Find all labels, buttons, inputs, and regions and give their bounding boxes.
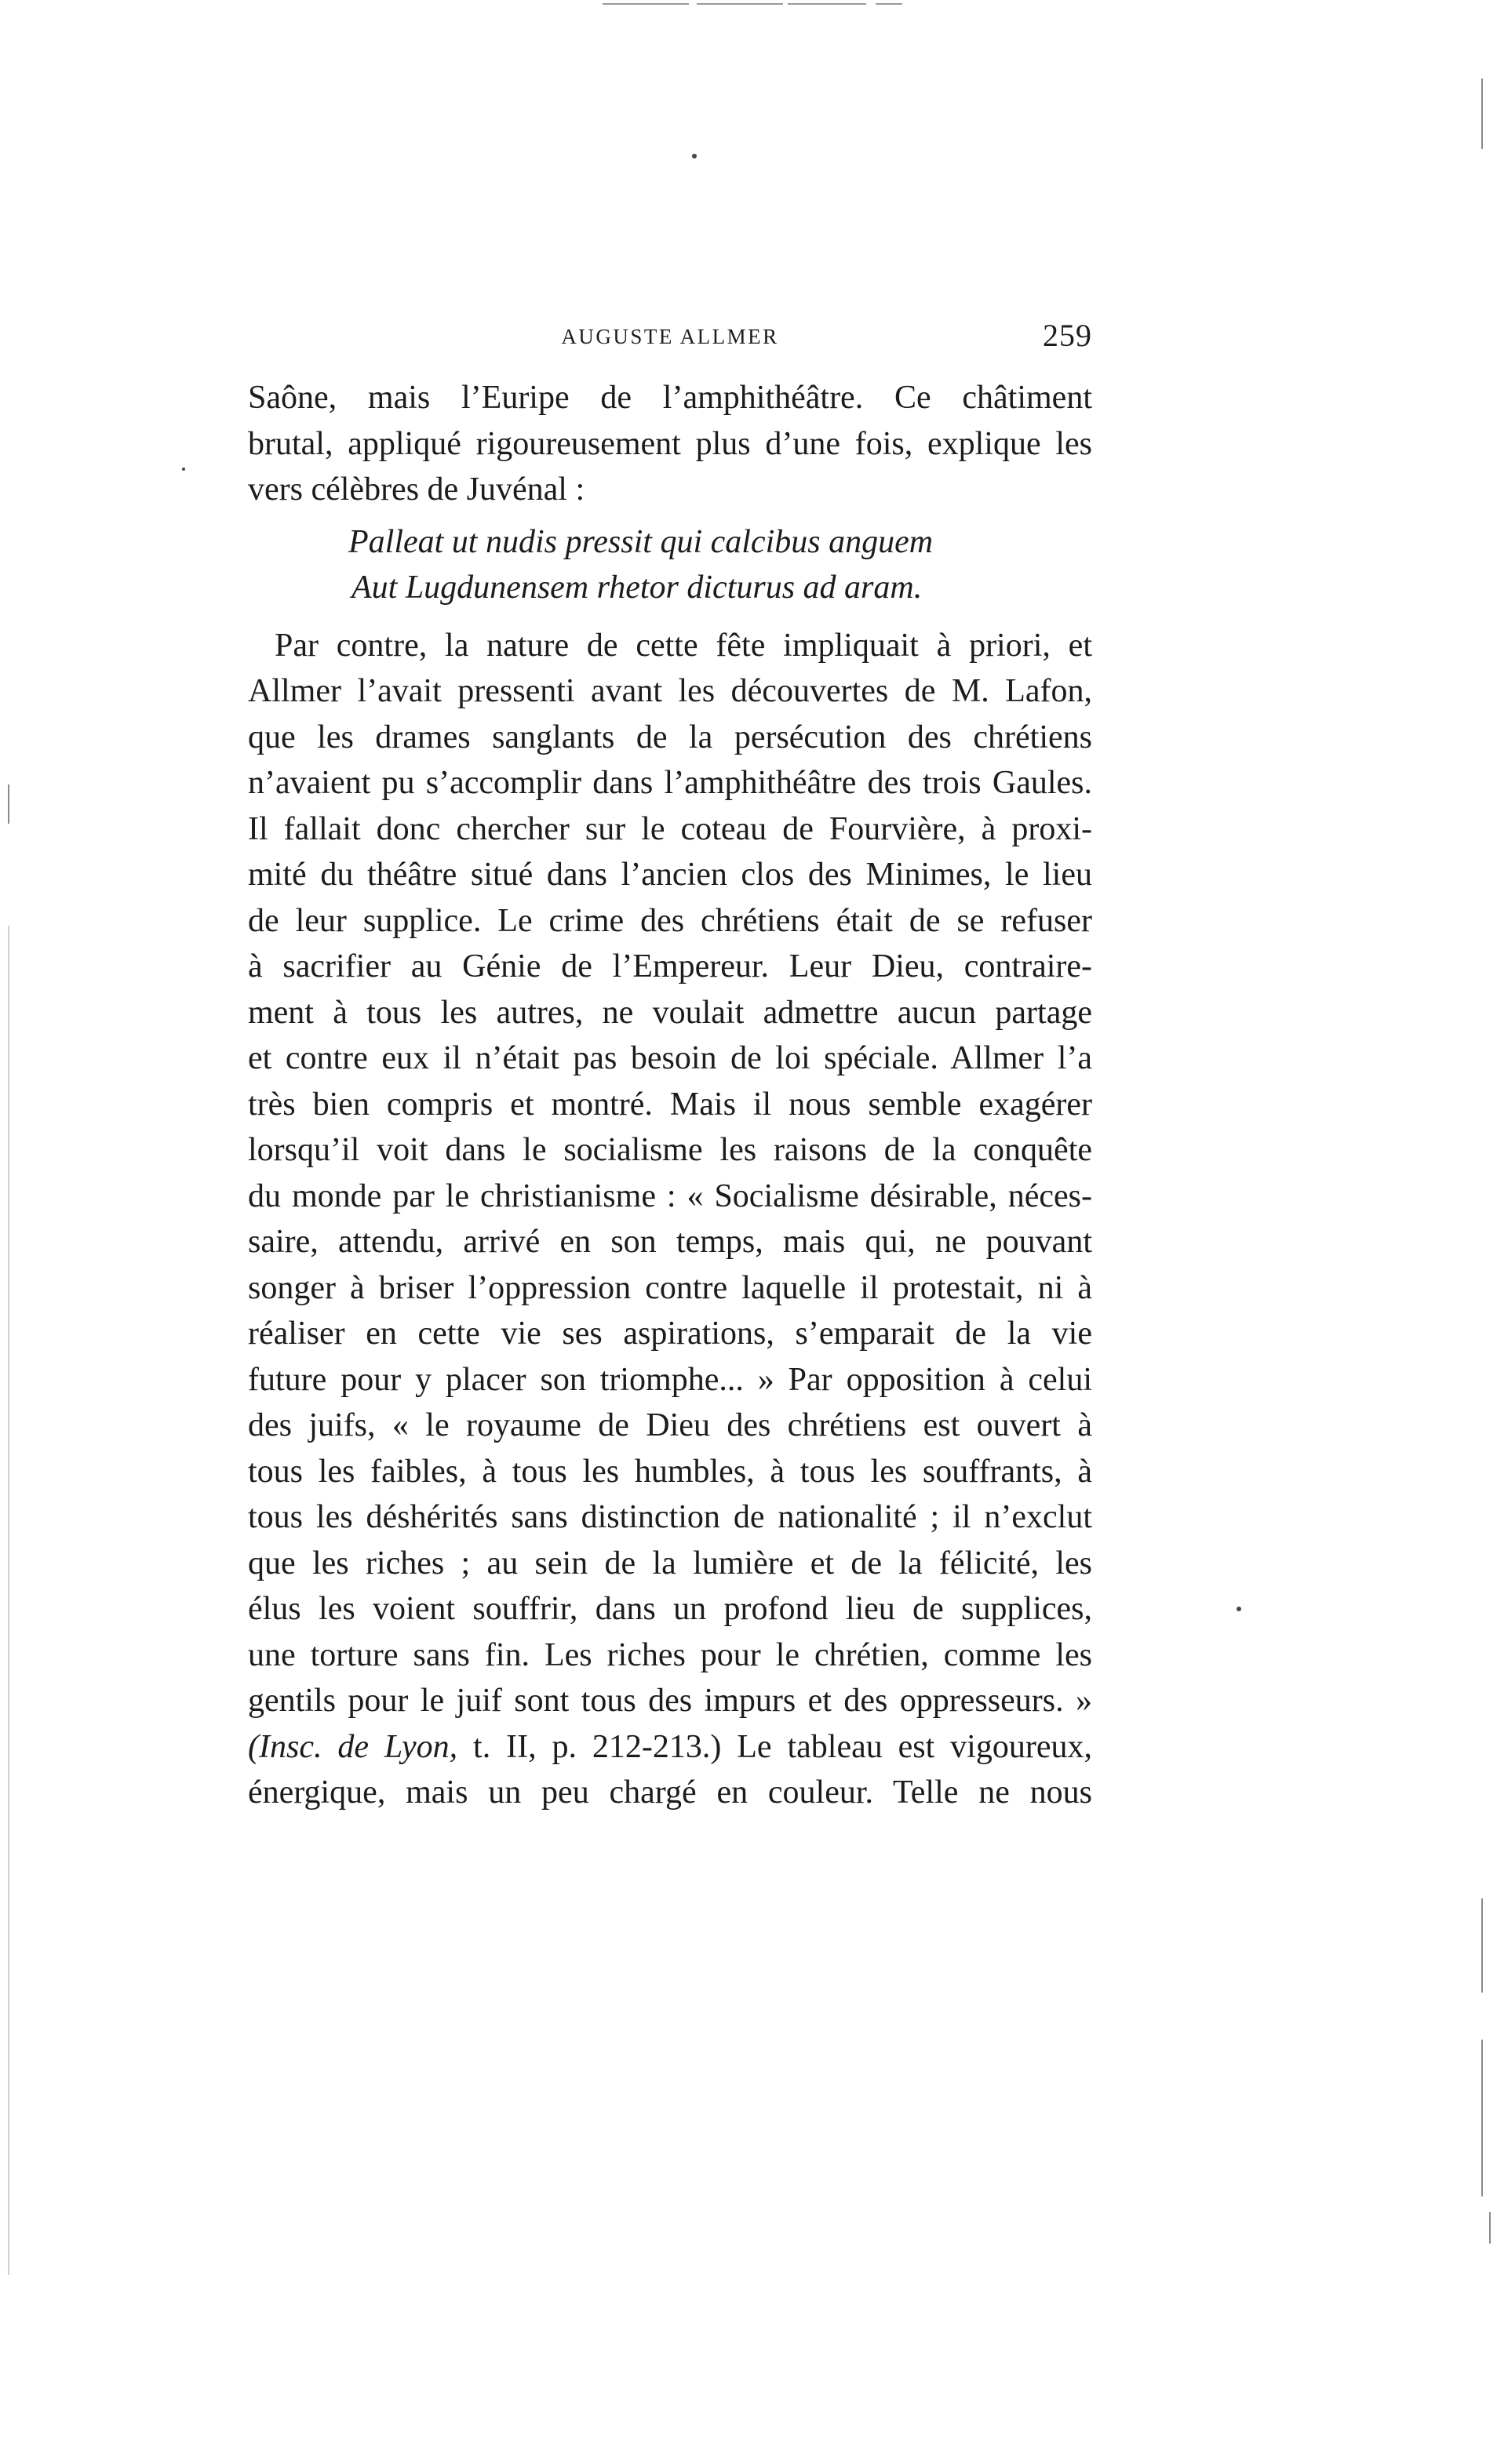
text-line: du monde par le christianisme : « Socialisme désirable, néces- [248,1177,1092,1214]
text-line: future pour y placer son triomphe... » Par opposition à celui [248,1361,1092,1398]
text-line: Saône, mais l’Euripe de l’amphithéâtre. Ce châtiment [248,380,1092,416]
text-line: réaliser en cette vie ses aspirations, s’emparait de la vie [248,1316,1092,1352]
text-line: lorsqu’il voit dans le socialisme les raisons de la conquête [248,1132,1092,1168]
text-line: saire, attendu, arrivé en son temps, mais qui, ne pouvant [248,1224,1092,1260]
text-line: n’avaient pu s’accomplir dans l’amphithéâtre des trois Gaules. [248,765,1092,801]
scan-artifact-rule [788,3,866,5]
scan-edge-mark [1481,2040,1483,2196]
text-line: Allmer l’avait pressenti avant les découvertes de M. Lafon, [248,673,1092,709]
text-line: songer à briser l’oppression contre laquelle il protestait, ni à [248,1269,1092,1306]
text-line: brutal, appliqué rigoureusement plus d’une fois, explique les [248,425,1092,462]
text-line: élus les voient souffrir, dans un profond lieu de supplices, [248,1591,1092,1627]
text-line: mité du théâtre situé dans l’ancien clos des Minimes, le lieu [248,857,1092,893]
scan-edge-mark [8,926,9,2275]
body-text [248,375,1092,1816]
scan-artifact-rule [876,3,902,5]
text-line: gentils pour le juif sont tous des impurs et des oppresseurs. » [248,1683,1092,1719]
scan-edge-mark [1481,78,1483,149]
scan-speck [1237,1607,1241,1611]
verse-quote [248,519,1092,610]
scan-speck [692,154,697,158]
verse-line: Aut Lugdunensem rhetor dicturus ad aram. [351,569,923,606]
scan-edge-mark [1481,1898,1483,1993]
page-number: 259 [1043,318,1092,353]
text-line: très bien compris et montré. Mais il nous semble exagérer [248,1086,1092,1123]
citation-rest: t. II, p. 212-213.) Le tableau est vigoureux, [457,1728,1092,1765]
text-line: de leur supplice. Le crime des chrétiens était de se refuser [248,902,1092,939]
text-line: à sacrifier au Génie de l’Empereur. Leur Dieu, contraire- [248,948,1092,985]
text-line: Par contre, la nature de cette fête impliquait à priori, et [275,627,1092,664]
text-line: ment à tous les autres, ne voulait admettre aucun partage [248,994,1092,1031]
text-line: Il fallait donc chercher sur le coteau de Fourvière, à proxi- [248,810,1092,847]
scan-artifact-rule [603,3,689,5]
text-line: que les drames sanglants de la persécution des chrétiens [248,719,1092,755]
citation-source: (Insc. de Lyon, [248,1728,458,1765]
scan-edge-mark [8,784,9,824]
text-line: tous les déshérités sans distinction de nationalité ; il n’exclut [248,1499,1092,1535]
text-line: une torture sans fin. Les riches pour le chrétien, comme les [248,1636,1092,1673]
text-line: énergique, mais un peu chargé en couleur. Telle ne nous [248,1774,1092,1811]
verse-line: Palleat ut nudis pressit qui calcibus anguem [348,523,934,560]
text-line-citation [248,1724,1092,1771]
scan-artifact-rule [697,3,783,5]
text-line: que les riches ; au sein de la lumière et de la félicité, les [248,1545,1092,1581]
text-line: tous les faibles, à tous les humbles, à tous les souffrants, à [248,1453,1092,1490]
text-line: et contre eux il n’était pas besoin de loi spéciale. Allmer l’a [248,1040,1092,1076]
text-line: des juifs, « le royaume de Dieu des chrétiens est ouvert à [248,1407,1092,1443]
running-head [248,314,1092,361]
running-title: AUGUSTE ALLMER [561,325,779,348]
text-line: vers célèbres de Juvénal : [248,471,585,508]
scan-speck [182,468,185,471]
scan-edge-mark [1489,2212,1491,2244]
